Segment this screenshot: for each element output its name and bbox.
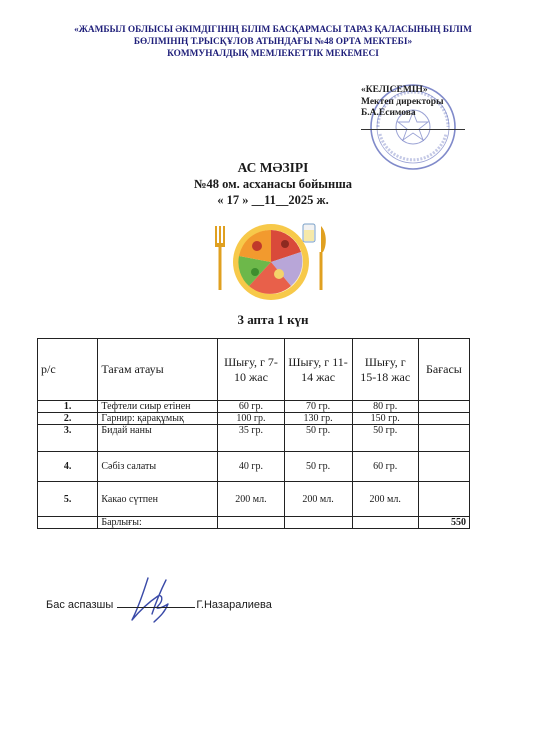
header-dish-name: Тағам атауы [98,339,218,401]
organization-line-1: «ЖАМБЫЛ ОБЛЫСЫ ӘКІМДІГІНІҢ БІЛІМ БАСҚАРМАСЫ ТАРАЗ ҚАЛАСЫНЫҢ БІЛІМ [74,25,472,35]
signature-line [117,598,195,608]
approval-name: Б.А.Есимова [361,108,416,118]
header-number: р/с [38,339,98,401]
total-label: Барлығы: [98,517,218,529]
signature-block [46,598,306,611]
document-titles [130,160,416,208]
row-dish: Тефтели сиыр етінен [98,401,218,413]
row-number: 4. [38,452,98,482]
table-row [38,425,470,452]
row-portion-11-14: 130 гр. [284,413,352,425]
row-portion-15-18: 60 гр. [352,452,418,482]
total-empty-cell [352,517,418,529]
table-row [38,401,470,413]
table-row [38,482,470,517]
total-value: 550 [418,517,469,529]
approval-signature-line [361,120,465,130]
row-price [418,425,469,452]
row-portion-7-10: 35 гр. [218,425,284,452]
row-portion-15-18: 50 гр. [352,425,418,452]
table-row [38,413,470,425]
total-empty-cell [38,517,98,529]
table-row [38,452,470,482]
row-portion-11-14: 200 мл. [284,482,352,517]
row-portion-11-14: 70 гр. [284,401,352,413]
row-portion-7-10: 200 мл. [218,482,284,517]
food-plate-illustration [205,216,337,302]
total-empty-cell [218,517,284,529]
row-portion-11-14: 50 гр. [284,452,352,482]
row-number: 1. [38,401,98,413]
document-date: « 17 » __11__2025 ж. [217,193,329,207]
header-portion-7-10: Шығу, г 7-10 жас [218,339,284,401]
document-place: №48 ом. асханасы бойынша [193,177,353,191]
row-dish: Сәбіз салаты [98,452,218,482]
row-number: 3. [38,425,98,452]
row-number: 2. [38,413,98,425]
row-price [418,401,469,413]
header-portion-15-18: Шығу, г 15-18 жас [352,339,418,401]
fork-icon [215,226,225,290]
approval-position: Мектеп директоры [361,96,444,107]
row-price [418,452,469,482]
knife-icon [320,226,326,290]
menu-table [37,338,470,529]
organization-line-3: КОММУНАЛДЫҚ МЕМЛЕКЕТТІК МЕКЕМЕСІ [167,49,379,59]
signature-name: Г.Назаралиева [196,599,272,611]
table-header-row [38,339,470,401]
table-total-row [38,517,470,529]
row-portion-7-10: 60 гр. [218,401,284,413]
row-portion-7-10: 100 гр. [218,413,284,425]
row-dish: Гарнир: қарақұмық [98,413,218,425]
total-empty-cell [284,517,352,529]
signature-role: Бас аспазшы [46,599,114,611]
document-title: АС МӘЗІРІ [237,160,309,175]
row-portion-15-18: 80 гр. [352,401,418,413]
row-portion-7-10: 40 гр. [218,452,284,482]
approval-block [361,85,471,130]
approval-heading: «КЕЛІСЕМІН» [361,85,428,95]
organization-header [40,24,506,60]
row-portion-11-14: 50 гр. [284,425,352,452]
row-price [418,482,469,517]
row-number: 5. [38,482,98,517]
header-price: Бағасы [418,339,469,401]
row-dish: Бидай наны [98,425,218,452]
header-portion-11-14: Шығу, г 11-14 жас [284,339,352,401]
organization-line-2: БӨЛІМІНІҢ Т.РЫСҚҰЛОВ АТЫНДАҒЫ №48 ОРТА МЕКТЕБІ» [133,37,413,47]
row-dish: Какао сүтпен [98,482,218,517]
row-price [418,413,469,425]
row-portion-15-18: 200 мл. [352,482,418,517]
row-portion-15-18: 150 гр. [352,413,418,425]
week-day-label: 3 апта 1 күн [237,312,309,327]
